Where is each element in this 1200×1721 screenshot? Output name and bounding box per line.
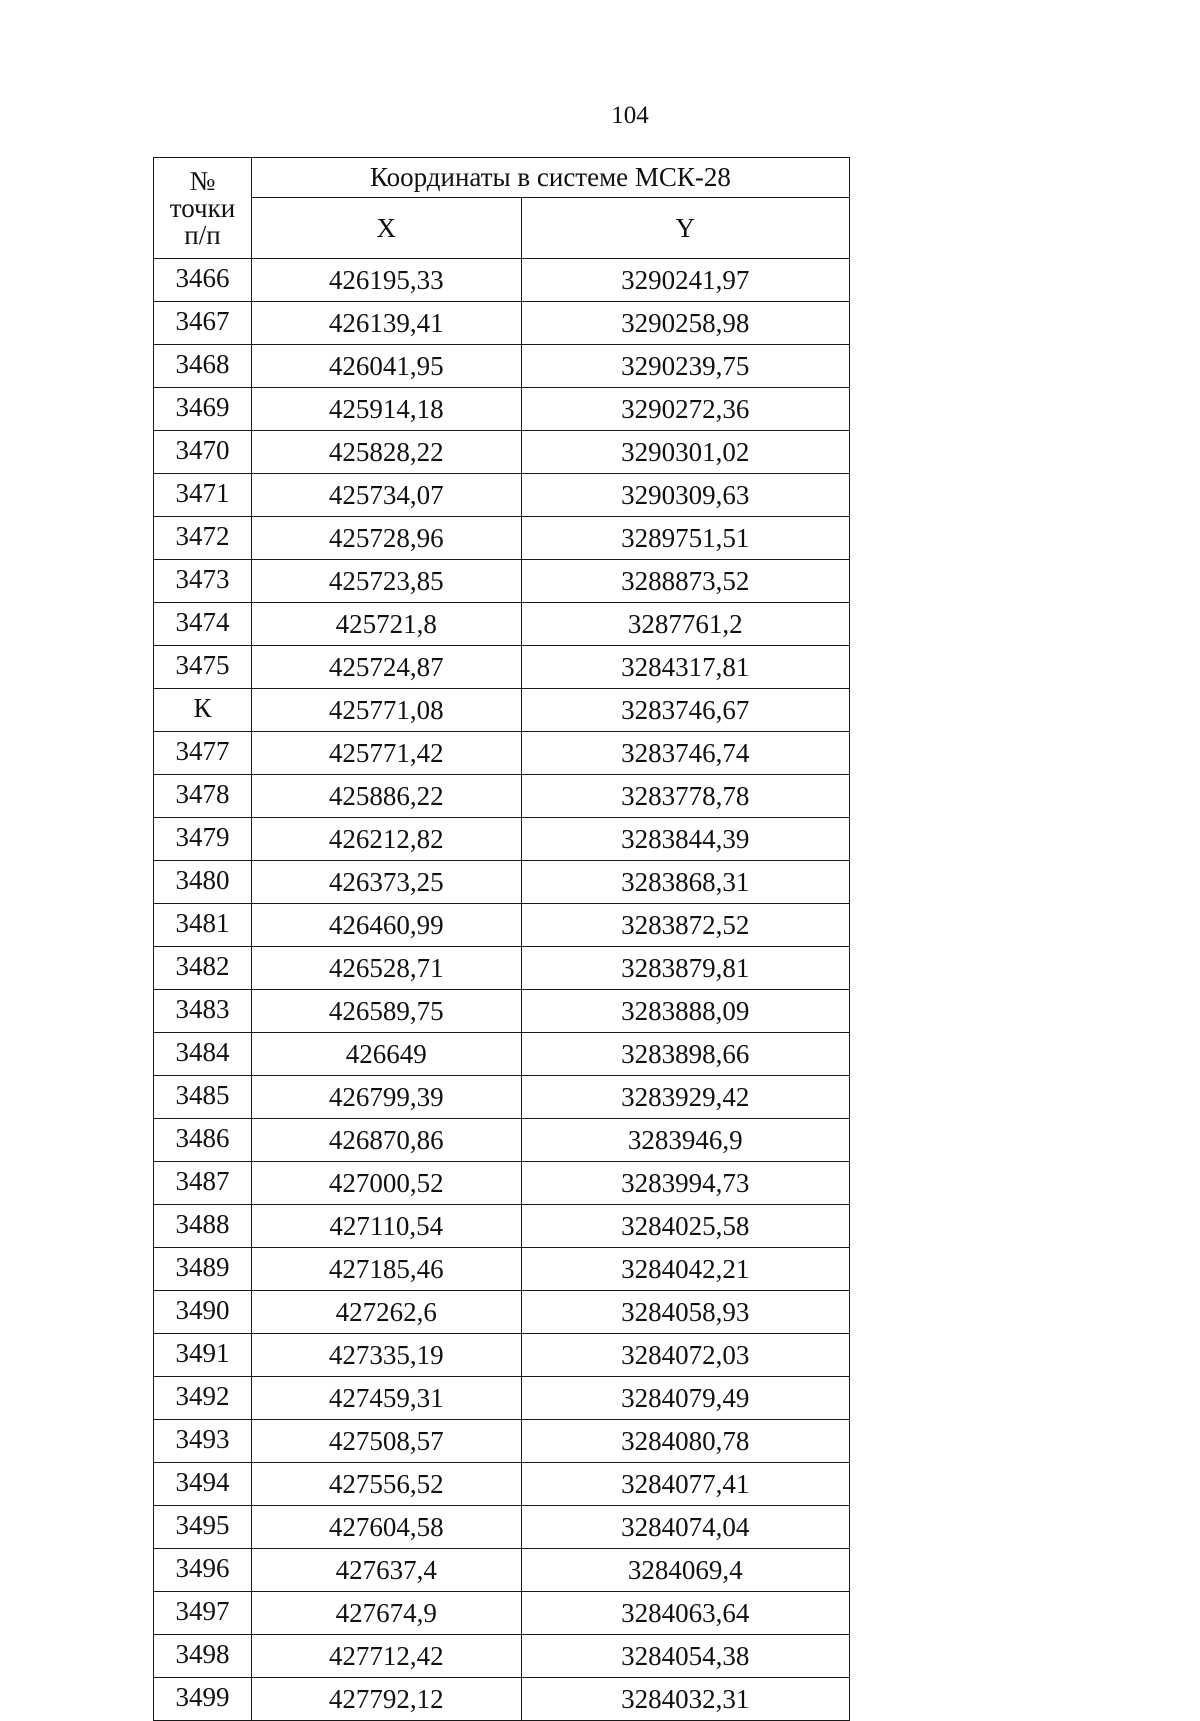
table-row xyxy=(154,345,850,388)
x-coordinate-cell: 427508,57 xyxy=(251,1420,521,1463)
point-number-cell: 3488 xyxy=(154,1205,252,1248)
table-row xyxy=(154,1248,850,1291)
point-number-header xyxy=(154,158,252,259)
x-column-header: X xyxy=(251,198,521,259)
y-coordinate-cell: 3284077,41 xyxy=(521,1463,850,1506)
y-coordinate-cell: 3283868,31 xyxy=(521,861,850,904)
x-coordinate-cell: 426528,71 xyxy=(251,947,521,990)
point-number-cell: 3478 xyxy=(154,775,252,818)
x-coordinate-cell: 427110,54 xyxy=(251,1205,521,1248)
table-row xyxy=(154,1377,850,1420)
point-number-cell: 3467 xyxy=(154,302,252,345)
table-row xyxy=(154,1162,850,1205)
x-coordinate-cell: 427556,52 xyxy=(251,1463,521,1506)
point-number-cell: 3471 xyxy=(154,474,252,517)
table-row xyxy=(154,1291,850,1334)
x-coordinate-cell: 427792,12 xyxy=(251,1678,521,1721)
table-row xyxy=(154,431,850,474)
table-row xyxy=(154,603,850,646)
table-row xyxy=(154,1334,850,1377)
y-coordinate-cell: 3290272,36 xyxy=(521,388,850,431)
table-row xyxy=(154,1635,850,1678)
y-coordinate-cell: 3284042,21 xyxy=(521,1248,850,1291)
point-number-cell: 3484 xyxy=(154,1033,252,1076)
x-coordinate-cell: 425771,42 xyxy=(251,732,521,775)
table-row xyxy=(154,1463,850,1506)
x-coordinate-cell: 427335,19 xyxy=(251,1334,521,1377)
point-number-cell: 3469 xyxy=(154,388,252,431)
table-row xyxy=(154,388,850,431)
point-number-header-line3: п/п xyxy=(184,219,221,250)
table-row xyxy=(154,1678,850,1721)
point-number-header-line2: точки xyxy=(169,192,236,223)
point-number-cell: 3490 xyxy=(154,1291,252,1334)
table-row xyxy=(154,259,850,302)
point-number-cell: 3496 xyxy=(154,1549,252,1592)
point-number-header-line1: № xyxy=(189,165,216,196)
y-coordinate-cell: 3283778,78 xyxy=(521,775,850,818)
x-coordinate-cell: 427000,52 xyxy=(251,1162,521,1205)
y-coordinate-cell: 3290258,98 xyxy=(521,302,850,345)
x-coordinate-cell: 427674,9 xyxy=(251,1592,521,1635)
page-number: 104 xyxy=(611,102,649,129)
point-number-cell: 3498 xyxy=(154,1635,252,1678)
y-coordinate-cell: 3290241,97 xyxy=(521,259,850,302)
y-coordinate-cell: 3284054,38 xyxy=(521,1635,850,1678)
point-number-cell: 3468 xyxy=(154,345,252,388)
point-number-cell: 3474 xyxy=(154,603,252,646)
point-number-cell: 3491 xyxy=(154,1334,252,1377)
table-row xyxy=(154,1549,850,1592)
x-coordinate-cell: 427185,46 xyxy=(251,1248,521,1291)
y-coordinate-cell: 3290239,75 xyxy=(521,345,850,388)
y-coordinate-cell: 3284072,03 xyxy=(521,1334,850,1377)
y-coordinate-cell: 3288873,52 xyxy=(521,560,850,603)
y-coordinate-cell: 3283898,66 xyxy=(521,1033,850,1076)
table-row xyxy=(154,861,850,904)
y-coordinate-cell: 3283888,09 xyxy=(521,990,850,1033)
y-coordinate-cell: 3284032,31 xyxy=(521,1678,850,1721)
x-coordinate-cell: 426212,82 xyxy=(251,818,521,861)
y-coordinate-cell: 3283746,74 xyxy=(521,732,850,775)
table-row xyxy=(154,474,850,517)
point-number-cell: К xyxy=(154,689,252,732)
y-coordinate-cell: 3283929,42 xyxy=(521,1076,850,1119)
y-coordinate-cell: 3284080,78 xyxy=(521,1420,850,1463)
y-coordinate-cell: 3283872,52 xyxy=(521,904,850,947)
point-number-cell: 3487 xyxy=(154,1162,252,1205)
x-coordinate-cell: 425771,08 xyxy=(251,689,521,732)
point-number-cell: 3482 xyxy=(154,947,252,990)
point-number-cell: 3480 xyxy=(154,861,252,904)
x-coordinate-cell: 427262,6 xyxy=(251,1291,521,1334)
x-coordinate-cell: 425886,22 xyxy=(251,775,521,818)
table-row xyxy=(154,1506,850,1549)
table-row xyxy=(154,560,850,603)
x-coordinate-cell: 427712,42 xyxy=(251,1635,521,1678)
point-number-cell: 3486 xyxy=(154,1119,252,1162)
x-coordinate-cell: 426799,39 xyxy=(251,1076,521,1119)
point-number-cell: 3495 xyxy=(154,1506,252,1549)
point-number-cell: 3470 xyxy=(154,431,252,474)
x-coordinate-cell: 426041,95 xyxy=(251,345,521,388)
table-row xyxy=(154,990,850,1033)
table-row xyxy=(154,818,850,861)
table-row xyxy=(154,732,850,775)
y-coordinate-cell: 3284058,93 xyxy=(521,1291,850,1334)
y-coordinate-cell: 3283844,39 xyxy=(521,818,850,861)
x-coordinate-cell: 425724,87 xyxy=(251,646,521,689)
point-number-cell: 3497 xyxy=(154,1592,252,1635)
point-number-cell: 3477 xyxy=(154,732,252,775)
y-coordinate-cell: 3289751,51 xyxy=(521,517,850,560)
point-number-cell: 3483 xyxy=(154,990,252,1033)
y-coordinate-cell: 3290309,63 xyxy=(521,474,850,517)
y-coordinate-cell: 3283946,9 xyxy=(521,1119,850,1162)
x-coordinate-cell: 426870,86 xyxy=(251,1119,521,1162)
x-coordinate-cell: 427637,4 xyxy=(251,1549,521,1592)
point-number-cell: 3489 xyxy=(154,1248,252,1291)
x-coordinate-cell: 425721,8 xyxy=(251,603,521,646)
x-coordinate-cell: 425734,07 xyxy=(251,474,521,517)
x-coordinate-cell: 425728,96 xyxy=(251,517,521,560)
coordinates-table xyxy=(153,157,850,1721)
x-coordinate-cell: 426139,41 xyxy=(251,302,521,345)
y-coordinate-cell: 3284079,49 xyxy=(521,1377,850,1420)
table-row xyxy=(154,1119,850,1162)
point-number-cell: 3492 xyxy=(154,1377,252,1420)
table-row xyxy=(154,904,850,947)
point-number-cell: 3485 xyxy=(154,1076,252,1119)
y-coordinate-cell: 3284069,4 xyxy=(521,1549,850,1592)
y-coordinate-cell: 3284063,64 xyxy=(521,1592,850,1635)
x-coordinate-cell: 426195,33 xyxy=(251,259,521,302)
x-coordinate-cell: 426589,75 xyxy=(251,990,521,1033)
x-coordinate-cell: 425723,85 xyxy=(251,560,521,603)
x-coordinate-cell: 427459,31 xyxy=(251,1377,521,1420)
x-coordinate-cell: 425914,18 xyxy=(251,388,521,431)
table-row xyxy=(154,1205,850,1248)
table-row xyxy=(154,689,850,732)
point-number-cell: 3499 xyxy=(154,1678,252,1721)
table-row xyxy=(154,947,850,990)
coordinates-table-body xyxy=(154,259,850,1721)
x-coordinate-cell: 426460,99 xyxy=(251,904,521,947)
table-row xyxy=(154,517,850,560)
x-coordinate-cell: 425828,22 xyxy=(251,431,521,474)
y-coordinate-cell: 3283746,67 xyxy=(521,689,850,732)
point-number-cell: 3494 xyxy=(154,1463,252,1506)
x-coordinate-cell: 427604,58 xyxy=(251,1506,521,1549)
table-row xyxy=(154,775,850,818)
table-row xyxy=(154,1076,850,1119)
point-number-cell: 3481 xyxy=(154,904,252,947)
x-coordinate-cell: 426373,25 xyxy=(251,861,521,904)
point-number-cell: 3479 xyxy=(154,818,252,861)
point-number-cell: 3472 xyxy=(154,517,252,560)
table-row xyxy=(154,302,850,345)
table-row xyxy=(154,1033,850,1076)
point-number-cell: 3493 xyxy=(154,1420,252,1463)
point-number-cell: 3473 xyxy=(154,560,252,603)
y-coordinate-cell: 3283879,81 xyxy=(521,947,850,990)
y-coordinate-cell: 3284025,58 xyxy=(521,1205,850,1248)
y-coordinate-cell: 3290301,02 xyxy=(521,431,850,474)
y-coordinate-cell: 3284074,04 xyxy=(521,1506,850,1549)
y-coordinate-cell: 3287761,2 xyxy=(521,603,850,646)
coordinates-group-header: Координаты в системе МСК-28 xyxy=(251,158,849,198)
table-row xyxy=(154,1420,850,1463)
table-row xyxy=(154,1592,850,1635)
table-row xyxy=(154,646,850,689)
y-coordinate-cell: 3284317,81 xyxy=(521,646,850,689)
y-column-header: Y xyxy=(521,198,850,259)
x-coordinate-cell: 426649 xyxy=(251,1033,521,1076)
point-number-cell: 3466 xyxy=(154,259,252,302)
y-coordinate-cell: 3283994,73 xyxy=(521,1162,850,1205)
point-number-cell: 3475 xyxy=(154,646,252,689)
